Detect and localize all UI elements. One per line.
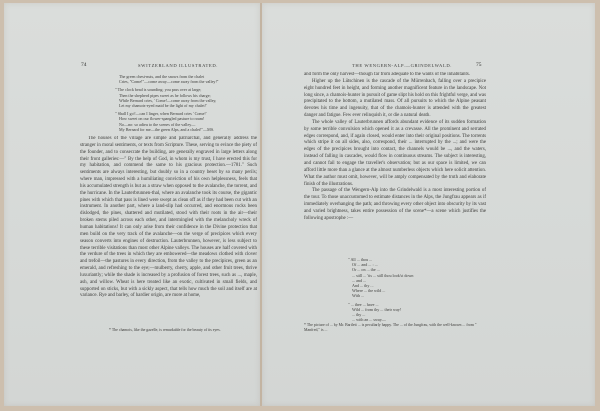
verse-stanza xyxy=(348,257,413,299)
verse-line: Where ... the wild ... xyxy=(352,288,386,294)
verse-line: With ... xyxy=(352,293,365,299)
paragraph: The passage of the Wengern-Alp into the Grindelwald is a most interesting portion of the tour. To those unaccustomed to estimate distances in the Alps, the Jungfrau appears as if immediately overhanging the path; and throwing every other object into obscurity by its vast and varied brightness, takes entire possession of the scene*—a scene which justifies the following apostrophe :— xyxy=(304,188,486,221)
verse-line: My Bernard for me—the green Alps, and a chalet!"—MS. xyxy=(119,126,215,132)
page-number-left: 74 xyxy=(81,62,87,68)
verse-line: While Bernard cries, ' Come!—come away from the valley, xyxy=(119,97,217,103)
verse-line: And ... thy ... xyxy=(352,283,374,289)
verse-line: ... with an ... sway— xyxy=(352,317,386,323)
paragraph: Higher up the Lütschinen is the cascade of the Mürrenbach, falling over a precipice eight hundred feet in height, and forming another magnificent feature in the landscape. Not long since, a chamois-hunter in pursuit of game slipt his hold on this frightful verge, and was precipitated to the bottom, a mutilated mass. Of all pursuits to which the Alpine peasant devotes his time and ingenuity, that of the chamois-hunter is attended with the greatest danger and fatigue. Few ever relinquish it, or die a natural death. xyxy=(304,78,486,119)
paragraph: and form the only harvest—though far from adequate to the wants of the inhabitants. xyxy=(304,72,470,77)
page-number-right: 75 xyxy=(476,62,482,68)
running-head-right: THE WENGERN-ALP.—GRINDELWALD. xyxy=(352,63,453,68)
verse-line: Let my chamois-eyed maid be the light of my chalet!' xyxy=(119,103,207,109)
verse-line: " The clock bead is sounding; you pass over at large; xyxy=(115,87,202,93)
left-page xyxy=(4,3,262,406)
right-page xyxy=(262,3,595,406)
verse-line: ... thy ... xyxy=(352,312,366,318)
verse-line: No—no: so adieu to the scenes of the valley— xyxy=(119,121,196,127)
paragraph: The houses of the village are simple and patriarchal, and generally address the stranger in moral sentiments, or texts from Scripture. These, serving to evince the piety of the founder, and to consecrate the building, are generally engraved in large letters along their front galleries:—" By the help of God, in whom is my trust, I have erected this for my habitation, and commend the same to his gracious protection.—1781." Such sentiments are always interesting, but doubly so in a country beset by so many perils; where man, impressed with a humiliating conviction of his own helplessness, feels that his accumulated strength is but as a straw when opposed to the avalanche, the torrent, and the hurricane. In the Lauterbrunnen-thal, where an avalanche took its course, the gigantic pines with which that pass is lined were swept as clean off as if they had been cut with an instrument. In another part, where a land-slip had occurred, and enormous rocks been dislodged, the pines, shattered and mutilated, stood with their roots in the air—their broken stems piled across each other, and intermingled with the melancholy wreck of human habitations! It can only arise from their confidence in the Divine protection that men build on the very track of the avalanche—on the verge of precipices which every season converts into engines of destruction. Lauterbrunnen, however, is less subject to these terrible visitations than most other Alpine valleys. The houses are half covered with the verdure of the trees in which they are embowered—the meadows clothed with clover and trefoil—the pastures in every direction, from the valley to the precipices, green as an emerald, and refreshing to the eye;—mulberry, cherry, apple, and other fruit trees, thrive luxuriantly; while the shade is increased by a profusion of forest trees, such as ..., maple, ash, and willow. Wheat is here treated like an exotic, cultivated in small fields, and supported on sticks, but with a sickly aspect, that tells how much the soil and itself are at variance. Rye and barley, of hardier origin, are more at home, xyxy=(80,136,257,299)
paragraph: The whole valley of Lauterbrunnen affords abundant evidence of its sudden formation by some terrible convulsion which opened it as a crevasse. All the prominent and serrated edges correspond, and, if again closed, would enter into their original positions. The torrents which stripe it on all sides, also, correspond, their ... interrupted by the ...; and were the edges of the precipices brought into contact, the channels would be ..., and the waters, instead of falling in cascades, would flow in continuous streams. The subject is interesting, and cannot fail to engage the traveller's observation; but as our space is limited, we can afford little more than a glance at the almost numberless objects which here solicit attention. What the author must omit, however, will be amply compensated by the truth and elaborate finish of the illustrations. xyxy=(304,119,486,187)
verse-line: Then the shepherd pipes sweet as he follows his charge; xyxy=(119,92,211,98)
verse-line: Wild ... from thy ... their way! xyxy=(352,306,402,312)
verse-line: " ... thee ... have ... xyxy=(348,301,379,307)
verse-block-right xyxy=(348,257,413,325)
verse-line: Or ... on ... the ... xyxy=(352,267,380,273)
verse-line: " Shall I go?—can I linger, when Bernard cries ' Come!' xyxy=(115,111,207,117)
verse-line: How sweet on our flower-spangled pasture to roam! xyxy=(119,116,205,122)
verse-stanza xyxy=(115,111,218,132)
verse-block-left xyxy=(115,74,218,135)
running-head-left: SWITZERLAND ILLUSTRATED. xyxy=(138,63,218,68)
body-text-left xyxy=(80,136,257,300)
verse-line: Of ... and ... : ... xyxy=(352,262,378,268)
verse-line: ... and ... xyxy=(352,277,367,283)
verse-line: The green chest-nuts, and the snows from the chalet xyxy=(119,74,205,79)
verse-stanza xyxy=(115,74,218,84)
footnote-right: * The picture of ... by Mr. Bartlett ... is peculiarly happy. The ... of the Jungfrau, with the well-known ... from " Manfred," is ... xyxy=(304,323,477,333)
verse-line: " All ... thou ... xyxy=(348,257,373,262)
verse-line: Cries, "Come!"—come away—come away from the valley!" xyxy=(119,79,219,85)
verse-stanza xyxy=(348,302,413,323)
verse-line: ... still ... 'tis ... still thou look'st down xyxy=(352,272,414,278)
body-text-right xyxy=(304,72,486,223)
verse-stanza xyxy=(115,87,218,108)
footnote-left: * The chamois, like the gazelle, is remarkable for the beauty of its eyes. xyxy=(109,328,221,332)
